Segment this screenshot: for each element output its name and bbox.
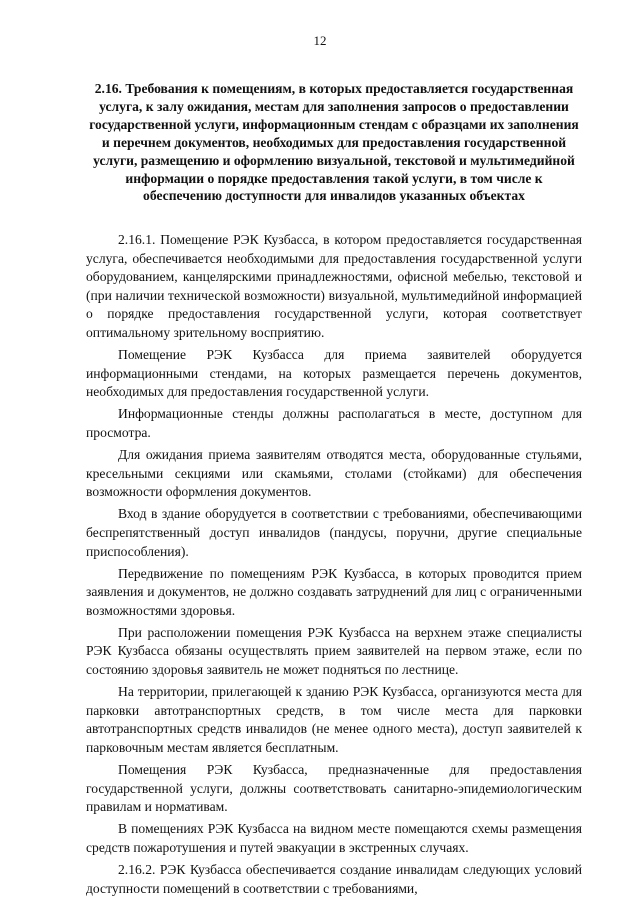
paragraph: Информационные стенды должны располагаться в месте, доступном для просмотра. [86,406,582,440]
paragraph: Помещение РЭК Кузбасса для приема заявителей оборудуется информационными стендами, на которых размещается перечень документов, необходимых для предоставления государственной услуги. [86,347,582,400]
paragraph: Вход в здание оборудуется в соответствии с требованиями, обеспечивающими беспрепятственный доступ инвалидов (пандусы, поручни, другие специальные приспособления). [86,506,582,559]
paragraph: 2.16.1. Помещение РЭК Кузбасса, в котором предоставляется государственная услуга, обеспечивается необходимыми для предоставления государственной услуги оборудованием, канцелярскими принадлежностями, офисной мебелью, текстовой и (при наличии технической возможности) визуальной, мультимедийной информацией о порядке предоставления государственной услуги, которая соответствует оптимальному зрительному восприятию. [86,232,582,340]
section-heading: 2.16. Требования к помещениям, в которых предоставляется государственная услуга, к залу ожидания, местам для заполнения запросов о предоставлении государственной услуги, информационным стендам с образцами их заполнения и перечнем документов, необходимых для предоставления государственной услуги, размещению и оформлению визуальной, текстовой и мультимедийной информации о порядке предоставления такой услуги, в том числе к обеспечению доступности для инвалидов указанных объектах [89,81,579,204]
paragraph: 2.16.2. РЭК Кузбасса обеспечивается создание инвалидам следующих условий доступности помещений в соответствии с требованиями, [86,862,582,896]
paragraph: При расположении помещения РЭК Кузбасса на верхнем этаже специалисты РЭК Кузбасса обязаны осуществлять прием заявителей на первом этаже, если по состоянию здоровья заявитель не может подняться по лестнице. [86,624,582,678]
page-number: 12 [313,33,327,48]
paragraph: В помещениях РЭК Кузбасса на видном месте помещаются схемы размещения средств пожаротушения и путей эвакуации в экстренных случаях. [86,821,582,855]
paragraph: Помещения РЭК Кузбасса, предназначенные для предоставления государственной услуги, должны соответствовать санитарно-эпидемиологическим правилам и нормативам. [86,762,582,815]
document-body [86,231,582,898]
paragraph: Для ожидания приема заявителям отводятся места, оборудованные стульями, кресельными секциями или скамьями, столами (стойками) для обеспечения возможности оформления документов. [86,447,582,500]
paragraph: На территории, прилегающей к зданию РЭК Кузбасса, организуются места для парковки автотранспортных средств, в том числе места для парковки автотранспортных средств инвалидов (не менее одного места), доступ заявителей к парковочным местам является бесплатным. [86,684,582,755]
paragraph: Передвижение по помещениям РЭК Кузбасса, в которых проводится прием заявления и документов, не должно создавать затруднений для лиц с ограниченными возможностями здоровья. [86,565,582,618]
